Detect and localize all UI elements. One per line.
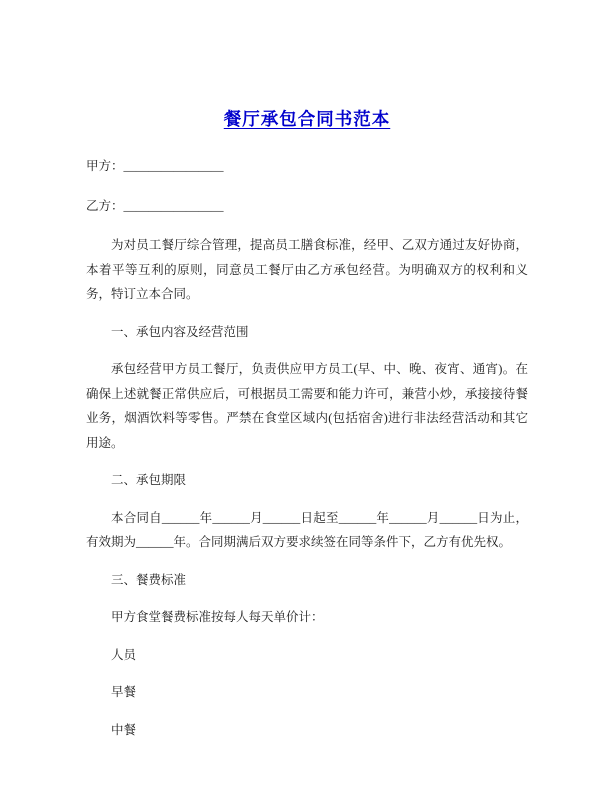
document-title: 餐厅承包合同书范本 <box>223 109 391 129</box>
intro-paragraph: 为对员工餐厅综合管理，提高员工膳食标准，经甲、乙双方通过友好协商，本着平等互利的原则，同意员工餐厅由乙方承包经营。为明确双方的权利和义务，特订立本合同。 <box>86 238 528 301</box>
section-3-line-lunch: 中餐 <box>111 722 137 737</box>
party-b-line <box>86 194 528 219</box>
section-2-heading: 二、承包期限 <box>111 473 187 487</box>
section-3-fee-note: 甲方食堂餐费标准按每人每天单价计： <box>111 610 324 624</box>
section-1-paragraph: 承包经营甲方员工餐厅，负责供应甲方员工(早、中、晚、夜宵、通宵)。在确保上述就餐正常供应后，可根据员工需要和能力许可，兼营小炒，承接接待餐业务，烟酒饮料等零售。严禁在食堂区域内(包括宿舍)进行非法经营活动和其它用途。 <box>86 362 528 450</box>
section-1-heading: 一、承包内容及经营范围 <box>111 324 249 339</box>
section-3-line-breakfast: 早餐 <box>111 685 137 699</box>
party-a-label: 甲方： <box>86 159 124 173</box>
section-2-paragraph: 本合同自______年______月______日起至______年______月______日为止，有效期为______年。合同期满后双方要求续签在同等条件下，乙方有优先权。 <box>86 510 528 549</box>
party-a-blank: ________________ <box>123 159 224 173</box>
party-a-line <box>86 154 528 179</box>
party-b-label: 乙方： <box>86 198 124 213</box>
party-b-blank: ________________ <box>123 198 224 213</box>
section-3-heading: 三、餐费标准 <box>111 572 187 587</box>
section-3-line-personnel: 人员 <box>111 647 137 662</box>
